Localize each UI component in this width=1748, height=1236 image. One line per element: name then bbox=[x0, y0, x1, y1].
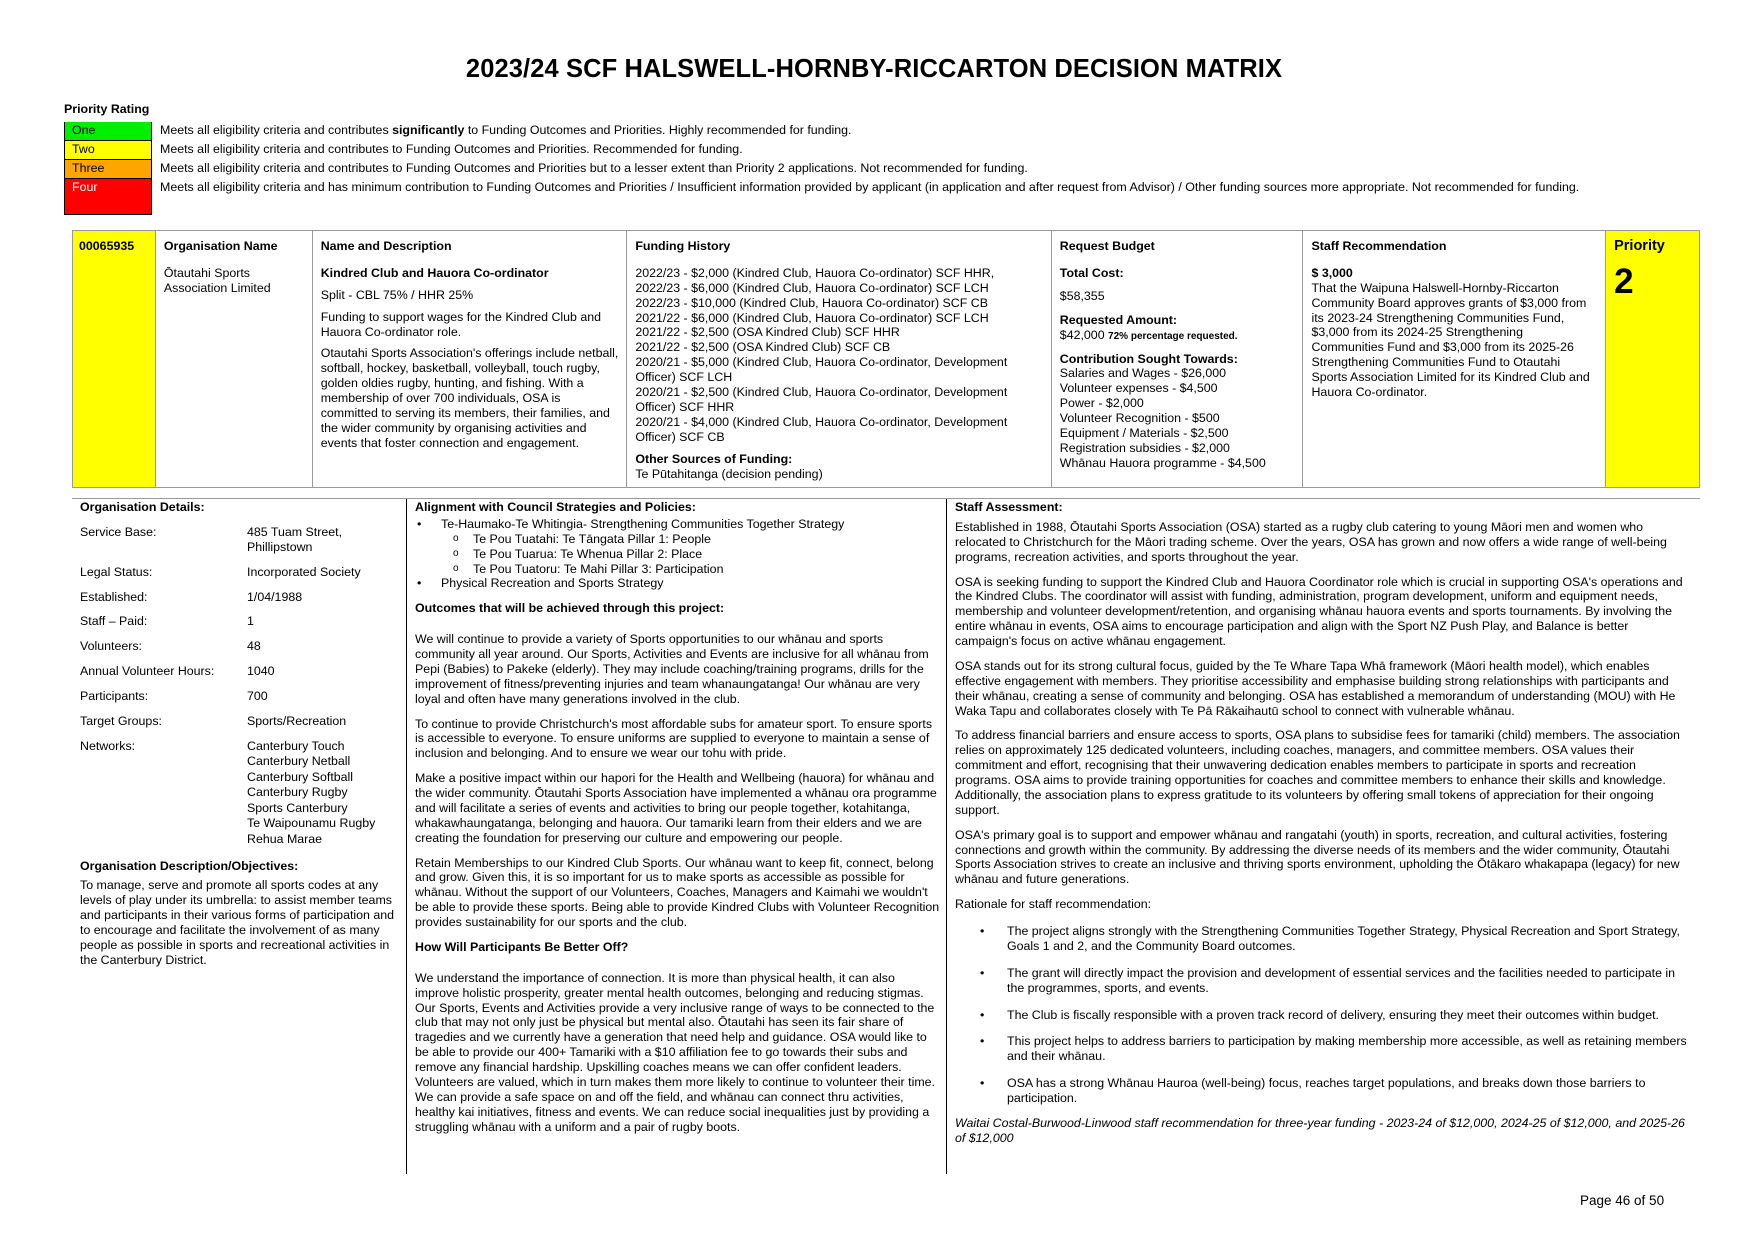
contribution-item: Equipment / Materials - $2,500 bbox=[1059, 425, 1229, 440]
project-description: Funding to support wages for the Kindred Club and Hauora Co-ordinator role. bbox=[320, 309, 602, 339]
organisation-name: Ōtautahi Sports Association Limited bbox=[163, 265, 271, 295]
pillar-item: o Te Pou Tuatoru: Te Mahi Pillar 3: Participation bbox=[415, 562, 940, 577]
organisation-column bbox=[156, 231, 313, 487]
funding-history-item: 2022/23 - $2,000 (Kindred Club, Hauora Co-ordinator) SCF HHR, bbox=[635, 265, 995, 280]
assessment-paragraph: To address financial barriers and ensure access to sports, OSA plans to subsidise fees for tamariki (child) members. The association relies on approximately 125 dedicated volunteers, including coaches, managers, and committee members. OSA values their commitment and effort, recognising that their unwavering dedication enables members to participate in sports and recreation programs. OSA aims to provide training opportunities for coaches and committee members to enhance their skills and knowledge. Additionally, the association plans to express gratitude to its volunteers by offering small tokens of appreciation for their ongoing support. bbox=[955, 728, 1680, 817]
network-item: Canterbury Netball bbox=[247, 754, 351, 769]
detail-label: Networks: bbox=[80, 738, 136, 753]
strategy-list bbox=[415, 517, 940, 591]
detail-value: 700 bbox=[247, 689, 268, 703]
application-id: 00065935 bbox=[73, 231, 156, 487]
page-title: 2023/24 SCF HALSWELL-HORNBY-RICCARTON DECISION MATRIX bbox=[465, 55, 1283, 83]
other-sources-header: Other Sources of Funding: bbox=[635, 452, 793, 467]
priority-header: Priority bbox=[1614, 238, 1665, 254]
funding-history-item: 2022/23 - $6,000 (Kindred Club, Hauora Co-ordinator) SCF LCH bbox=[635, 280, 989, 295]
request-budget-header: Request Budget bbox=[1059, 239, 1155, 253]
other-sources: Te Pūtahitanga (decision pending) bbox=[635, 467, 823, 482]
strategy-item bbox=[415, 517, 940, 577]
priority-rating-legend bbox=[64, 102, 1684, 215]
detail-value: Sports/Recreation bbox=[247, 713, 347, 728]
detail-label: Target Groups: bbox=[80, 713, 162, 728]
name-description-header: Name and Description bbox=[320, 239, 452, 253]
priority-text-three: Meets all eligibility criteria and contributes to Funding Outcomes and Priorities but to a lesser extent than Priority 2 applications. Not recommended for funding. bbox=[160, 160, 1028, 175]
detail-label: Legal Status: bbox=[80, 564, 153, 579]
priority-swatch-three: Three bbox=[64, 160, 152, 179]
priority-swatch-two: Two bbox=[64, 141, 152, 160]
contribution-sought-label: Contribution Sought Towards: bbox=[1059, 351, 1238, 366]
funding-history-item: 2020/21 - $2,500 (Kindred Club, Hauora Co-ordinator, Development Officer) SCF HHR bbox=[635, 384, 1008, 414]
detail-value: 1/04/1988 bbox=[247, 589, 303, 604]
contribution-item: Whānau Hauora programme - $4,500 bbox=[1059, 455, 1266, 470]
strategy-item: • Physical Recreation and Sports Strategy bbox=[415, 576, 940, 591]
assessment-paragraph: OSA's primary goal is to support and empower whānau and rangatahi (youth) in sports, recreation, and cultural activities, fostering connections and growth within the community. By addressing the diverse needs of its members and the wider community, Ōtautahi Sports Association strives to create an inclusive and thriving sports environment, upholding the Ōtākaro whakapapa (legacy) for new whānau and future generations. bbox=[955, 827, 1680, 887]
organisation-header: Organisation Name bbox=[163, 239, 278, 253]
detail-value: Incorporated Society bbox=[247, 564, 361, 579]
network-item: Te Waipounamu Rugby bbox=[247, 816, 376, 831]
detail-row-participants bbox=[80, 689, 400, 704]
funding-history-item: 2022/23 - $10,000 (Kindred Club, Hauora Co-ordinator) SCF CB bbox=[635, 295, 988, 310]
priority-rating-heading: Priority Rating bbox=[64, 102, 150, 116]
funding-history-header: Funding History bbox=[635, 239, 731, 253]
network-item: Canterbury Softball bbox=[247, 769, 354, 784]
alignment-heading: Alignment with Council Strategies and Policies: bbox=[415, 500, 696, 514]
funding-history-item: 2021/22 - $2,500 (OSA Kindred Club) SCF HHR bbox=[635, 325, 900, 340]
detail-value: 48 bbox=[247, 639, 261, 654]
detail-label: Staff – Paid: bbox=[80, 614, 148, 629]
contribution-item: Power - $2,000 bbox=[1059, 396, 1144, 411]
detail-value: 1 bbox=[247, 614, 254, 629]
name-description-column bbox=[313, 231, 628, 487]
network-item: Canterbury Rugby bbox=[247, 785, 348, 800]
networks-list bbox=[247, 739, 400, 848]
requested-amount bbox=[1060, 328, 1296, 343]
funding-history-column bbox=[627, 231, 1051, 487]
staff-recommendation-column bbox=[1303, 231, 1606, 487]
contribution-item: Volunteer expenses - $4,500 bbox=[1059, 381, 1218, 396]
detail-label: Participants: bbox=[80, 689, 149, 703]
staff-recommendation-text: That the Waipuna Halswell-Hornby-Riccarton Community Board approves grants of $3,000 from its 2023-24 Strengthening Communities Fund, $3,000 from its 2024-25 Strengthening Communities Fund and $3,000 from its 2025-26 Strengthening Communities Fund to Otautahi Sports Association Limited for its Kindred Club and Hauora Co-ordinator. bbox=[1311, 280, 1590, 399]
priority-text-four: Meets all eligibility criteria and has minimum contribution to Funding Outcomes and Priorities / Insufficient information provided by applicant (in application and after request from Advisor) / Other funding sources more appropriate. Not recommended for funding. bbox=[160, 179, 1580, 194]
staff-recommendation-header: Staff Recommendation bbox=[1311, 239, 1447, 253]
project-name: Kindred Club and Hauora Co-ordinator bbox=[320, 265, 549, 280]
funding-split: Split - CBL 75% / HHR 25% bbox=[320, 287, 474, 302]
network-item: Canterbury Touch bbox=[247, 738, 345, 753]
pillar-item: o Te Pou Tuarua: Te Whenua Pillar 2: Place bbox=[415, 547, 940, 562]
rationale-item: • The project aligns strongly with the Strengthening Communities Together Strategy, Physical Recreation and Sport Strategy, Goals 1 and 2, and the Community Board outcomes. bbox=[955, 924, 1694, 954]
priority-row-four bbox=[64, 179, 1684, 215]
priority-column bbox=[1606, 231, 1699, 487]
pillar-list bbox=[415, 532, 940, 577]
better-off-heading: How Will Participants Be Better Off? bbox=[415, 939, 629, 954]
application-summary-table bbox=[72, 230, 1700, 488]
outcome-paragraph: Make a positive impact within our hapori for the Health and Wellbeing (hauora) for whānau and the wider community. Ōtautahi Sports Association have implemented a whānau ora programme and will facilitate a series of events and activities to bring our people together, kotahitanga, whakawhaungatanga, belonging and hauora. Our tamariki learn from their elders and we are creating the foundation for preserving our culture and empowering our people. bbox=[415, 771, 937, 845]
staff-assessment-heading: Staff Assessment: bbox=[955, 500, 1063, 514]
detail-value: 1040 bbox=[247, 664, 275, 679]
outcome-paragraph: To continue to provide Christchurch's most affordable subs for amateur sport. To ensure sports is accessible to everyone. To ensure uniforms are supplied to everyone to maintain a sense of inclusion and belonging. And to ensure we wear our tohu with pride. bbox=[415, 716, 933, 761]
detail-label: Service Base: bbox=[80, 524, 157, 539]
detail-row-staff-paid bbox=[80, 614, 400, 629]
request-budget-column bbox=[1052, 231, 1304, 487]
staff-assessment-column bbox=[947, 499, 1700, 1174]
total-cost-label: Total Cost: bbox=[1059, 265, 1124, 280]
recommendation-footnote: Waitai Costal-Burwood-Linwood staff recommendation for three-year funding - 2023-24 of $12,000, 2024-25 of $12,000, and 2025-26 of $12,000 bbox=[955, 1115, 1685, 1145]
detail-row-legal-status bbox=[80, 565, 400, 580]
contribution-item: Volunteer Recognition - $500 bbox=[1059, 411, 1220, 425]
rationale-heading: Rationale for staff recommendation: bbox=[955, 897, 1152, 912]
contribution-list bbox=[1060, 366, 1296, 470]
objectives-text: To manage, serve and promote all sports codes at any levels of play under its umbrella: to assist member teams and participants in their various forms of participation and to encourage and facilitate the involvement of as many people as possible in sports and recreational activities in the Canterbury District. bbox=[80, 878, 395, 967]
assessment-paragraph: Established in 1988, Ōtautahi Sports Association (OSA) started as a rugby club catering to young Māori men and women who relocated to Christchurch for the Māori trading scheme. Over the years, OSA has grown and now offers a wide range of well-being programs, recreation activities, and sports throughout the year. bbox=[955, 519, 1667, 564]
assessment-section bbox=[72, 498, 1700, 1174]
detail-row-target-groups bbox=[80, 714, 400, 729]
priority-swatch-one: One bbox=[64, 122, 152, 141]
detail-row-networks bbox=[80, 739, 400, 848]
detail-row-service-base bbox=[80, 525, 400, 555]
rationale-list bbox=[955, 924, 1694, 1106]
funding-history-list bbox=[635, 266, 1043, 445]
strategy-name: Te-Haumako-Te Whitingia- Strengthening Communities Together Strategy bbox=[441, 516, 845, 531]
detail-row-volunteer-hours bbox=[80, 664, 400, 679]
objectives-heading: Organisation Description/Objectives: bbox=[80, 859, 299, 874]
priority-text-two: Meets all eligibility criteria and contributes to Funding Outcomes and Priorities. Recommended for funding. bbox=[160, 141, 743, 156]
funding-history-item: 2020/21 - $5,000 (Kindred Club, Hauora Co-ordinator, Development Officer) SCF LCH bbox=[635, 355, 1008, 384]
priority-swatch-four: Four bbox=[64, 179, 152, 215]
network-item: Sports Canterbury bbox=[247, 800, 348, 815]
organisation-details-column bbox=[72, 499, 407, 1174]
detail-label: Established: bbox=[80, 589, 148, 604]
better-off-text: We understand the importance of connection. It is more than physical health, it can also improve holistic prosperity, greater mental health outcomes, belonging and reducing stigmas. Our Sports, Events and Activities provide a very inclusive range of ways to be connected to the club that may not only just be physical but mental also. Ōtautahi has seen its fair share of tragedies and we currently have a generation that need help and guidance. OSA would like to be able to provide our 400+ Tamariki with a $10 affiliation fee to go towards their subs and remove any financial hardship. Upskilling coaches means we can offer confident leaders. Volunteers are valued, which in turn makes them more likely to continue to volunteer their time. We can provide a safe space on and off the field, and whānau can connect thru activities, healthy kai initiatives, fitness and events. We can reduce social inequalities just by providing a struggling whānau with a uniform and a pair of rugby boots. bbox=[415, 970, 935, 1134]
total-cost-value: $58,355 bbox=[1059, 288, 1105, 303]
funding-history-item: 2021/22 - $6,000 (Kindred Club, Hauora Co-ordinator) SCF LCH bbox=[635, 310, 989, 325]
priority-row-one bbox=[64, 122, 1684, 141]
detail-row-volunteers bbox=[80, 639, 400, 654]
detail-row-established bbox=[80, 590, 400, 605]
contribution-item: Registration subsidies - $2,000 bbox=[1059, 440, 1230, 455]
pillar-item: o Te Pou Tuatahi: Te Tāngata Pillar 1: People bbox=[415, 532, 940, 547]
alignment-column bbox=[407, 499, 947, 1174]
rationale-item: • The grant will directly impact the provision and development of essential services and the facilities needed to participate in the programmes, sports, and events. bbox=[955, 966, 1694, 996]
priority-row-three bbox=[64, 160, 1684, 179]
detail-value: 485 Tuam Street, Phillipstown bbox=[247, 524, 343, 554]
detail-label: Volunteers: bbox=[80, 639, 142, 654]
funding-history-item: 2021/22 - $2,500 (OSA Kindred Club) SCF CB bbox=[635, 340, 891, 355]
funding-history-item: 2020/21 - $4,000 (Kindred Club, Hauora Co-ordinator, Development Officer) SCF CB bbox=[635, 414, 1008, 444]
contribution-item: Salaries and Wages - $26,000 bbox=[1059, 366, 1227, 381]
rationale-item: • OSA has a strong Whānau Hauroa (well-being) focus, reaches target populations, and breaks down those barriers to participation. bbox=[955, 1076, 1694, 1106]
assessment-paragraph: OSA is seeking funding to support the Kindred Club and Hauora Coordinator role which is crucial in supporting OSA's operations and the Kindred Clubs. The coordinator will assist with funding, administration, program development, uniform and equipment needs, membership and volunteer development/retention, and organising whānau hauora events and sports tournaments. By involving the entire whānau in events, OSA aims to encourage participation and align with the Sport NZ Push Play, and Balance is better campaign's focus on active whānau engagement. bbox=[955, 574, 1683, 648]
priority-text-one: Meets all eligibility criteria and contributes significantly to Funding Outcomes and Priorities. Highly recommended for funding. bbox=[160, 122, 852, 137]
priority-row-two bbox=[64, 141, 1684, 160]
priority-value: 2 bbox=[1614, 262, 1634, 302]
outcome-paragraph: We will continue to provide a variety of Sports opportunities to our whānau and sports community all year around. Our Sports, Activities and Events are inclusive for all whānau from Pepi (Babies) to Pakeke (elderly). They may include coaching/training programs, drills for the improvement of fitness/preventing injuries and team whanaungatanga! Our whānau are very loyal and often have many generations involved in the club. bbox=[415, 632, 929, 706]
outcome-paragraph: Retain Memberships to our Kindred Club Sports. Our whānau want to keep fit, connect, belong and grow. Given this, it is so important for us to make sports as accessible as possible for whānau. Without the support of our Volunteers, Coaches, Managers and Kaimahi we wouldn't be able to provide these sports. Being able to provide Kindred Clubs with Volunteer Recognition provides sustainability for our sports and the club. bbox=[415, 855, 940, 929]
network-item: Rehua Marae bbox=[247, 831, 323, 846]
requested-amount-label: Requested Amount: bbox=[1059, 312, 1178, 327]
staff-recommended-amount: $ 3,000 bbox=[1311, 265, 1353, 280]
rationale-item: • This project helps to address barriers to participation by making membership more accessible, as well as retaining members and their whānau. bbox=[955, 1034, 1694, 1064]
organisation-details-heading: Organisation Details: bbox=[80, 500, 205, 514]
detail-label: Annual Volunteer Hours: bbox=[80, 664, 215, 679]
assessment-paragraph: OSA stands out for its strong cultural focus, guided by the Te Whare Tapa Whā framework (Māori health model), which enables effective engagement with members. They prioritise accessibility and emphasise building strong relationships with participants and their whānau, creating a sense of community and belonging. OSA has established a memorandum of understanding (MOU) with He Waka Tapu and collaborates closely with Te Pā Rākaihautū school to connect with vulnerable whānau. bbox=[955, 658, 1676, 718]
outcomes-heading: Outcomes that will be achieved through this project: bbox=[415, 601, 725, 616]
requested-percentage: 72% percentage requested. bbox=[1108, 330, 1238, 342]
page-number: Page 46 of 50 bbox=[1580, 1193, 1665, 1208]
rationale-item: • The Club is fiscally responsible with a proven track record of delivery, ensuring they meet their outcomes within budget. bbox=[955, 1008, 1694, 1023]
organisation-offerings: Otautahi Sports Association's offerings include netball, softball, hockey, basketball, volleyball, touch rugby, golden oldies rugby, hunting, and fishing. With a membership of over 700 individuals, OSA is committed to serving its members, their families, and the wider community by organising activities and events that foster connection and engagement. bbox=[320, 346, 619, 450]
requested-amount-value: $42,000 bbox=[1059, 327, 1105, 342]
